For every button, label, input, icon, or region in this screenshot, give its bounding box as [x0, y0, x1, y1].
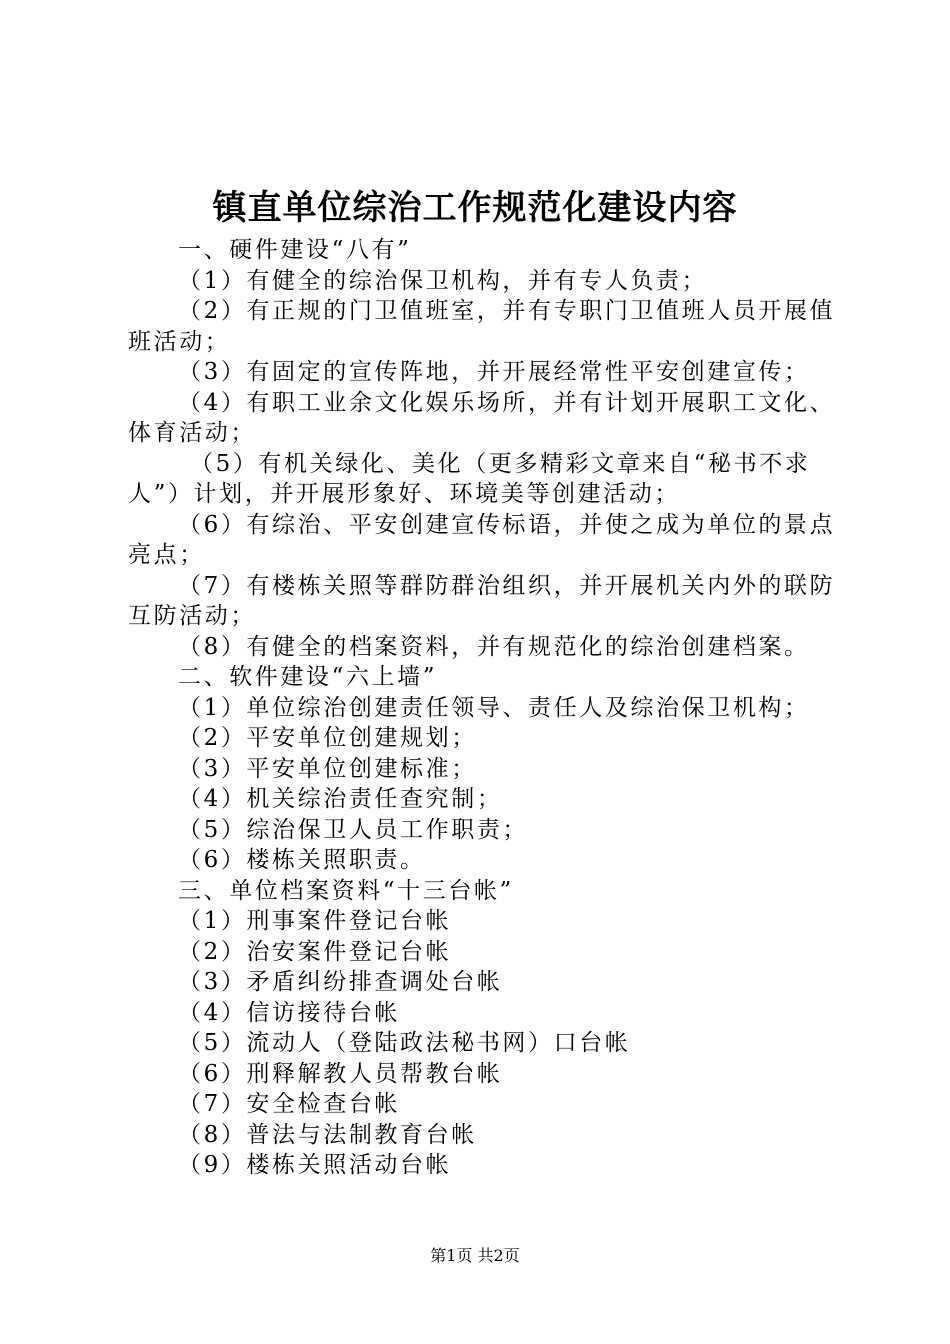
list-item: （4）信访接待台帐	[178, 999, 401, 1026]
list-item: （3）有固定的宣传阵地，并开展经常性平安创建宣传；	[178, 359, 810, 385]
list-item-continuation: 亮点；	[128, 542, 205, 568]
list-item: （7）安全检查台帐	[178, 1091, 401, 1117]
list-item-continuation: 班活动；	[128, 328, 231, 355]
list-item: （3）平安单位创建标准；	[178, 755, 477, 782]
list-item: （6）楼栋关照职责。	[178, 847, 426, 873]
list-item: （2）平安单位创建规划；	[178, 725, 477, 751]
list-item-continuation: 体育活动；	[128, 420, 256, 446]
page-footer: 第1页 共2页	[430, 1246, 520, 1265]
document-title: 镇直单位综治工作规范化建设内容	[212, 188, 738, 228]
section-heading: 二、软件建设“六上墙”	[178, 664, 438, 690]
list-item: （3）矛盾纠纷排查调处台帐	[178, 969, 503, 995]
list-item: （1）刑事案件登记台帐	[178, 908, 452, 934]
list-item: （6）有综治、平安创建宣传标语，并使之成为单位的景点	[178, 511, 836, 538]
list-item: （8）有健全的档案资料，并有规范化的综治创建档案。	[178, 633, 810, 660]
list-item: （5）流动人（登陆政法秘书网）口台帐	[178, 1030, 631, 1056]
section-heading: 三、单位档案资料“十三台帐”	[178, 877, 514, 904]
document-body	[128, 235, 838, 1181]
list-item: （2）治安案件登记台帐	[178, 938, 452, 965]
list-item: （5）综治保卫人员工作职责；	[178, 816, 529, 843]
list-item: （1）单位综治创建责任领导、责任人及综治保卫机构；	[178, 694, 810, 721]
list-item-continuation: 人”）计划，并开展形象好、环境美等创建活动；	[128, 481, 680, 507]
list-item: （2）有正规的门卫值班室，并有专职门卫值班人员开展值	[178, 298, 836, 324]
section-heading: 一、硬件建设“八有”	[178, 237, 412, 263]
list-item-continuation: 互防活动；	[128, 603, 256, 629]
list-item: （8）普法与法制教育台帐	[178, 1121, 477, 1148]
list-item: （9）楼栋关照活动台帐	[178, 1152, 452, 1178]
list-item: （4）有职工业余文化娱乐场所，并有计划开展职工文化、	[178, 389, 836, 416]
list-item: （1）有健全的综治保卫机构，并有专人负责；	[178, 267, 708, 294]
list-item: （5）有机关绿化、美化（更多精彩文章来自“秘书不求	[190, 450, 811, 477]
list-item: （7）有楼栋关照等群防群治组织，并开展机关内外的联防	[178, 572, 836, 599]
list-item: （6）刑释解教人员帮教台帐	[178, 1060, 503, 1087]
list-item: （4）机关综治责任查究制；	[178, 786, 503, 812]
